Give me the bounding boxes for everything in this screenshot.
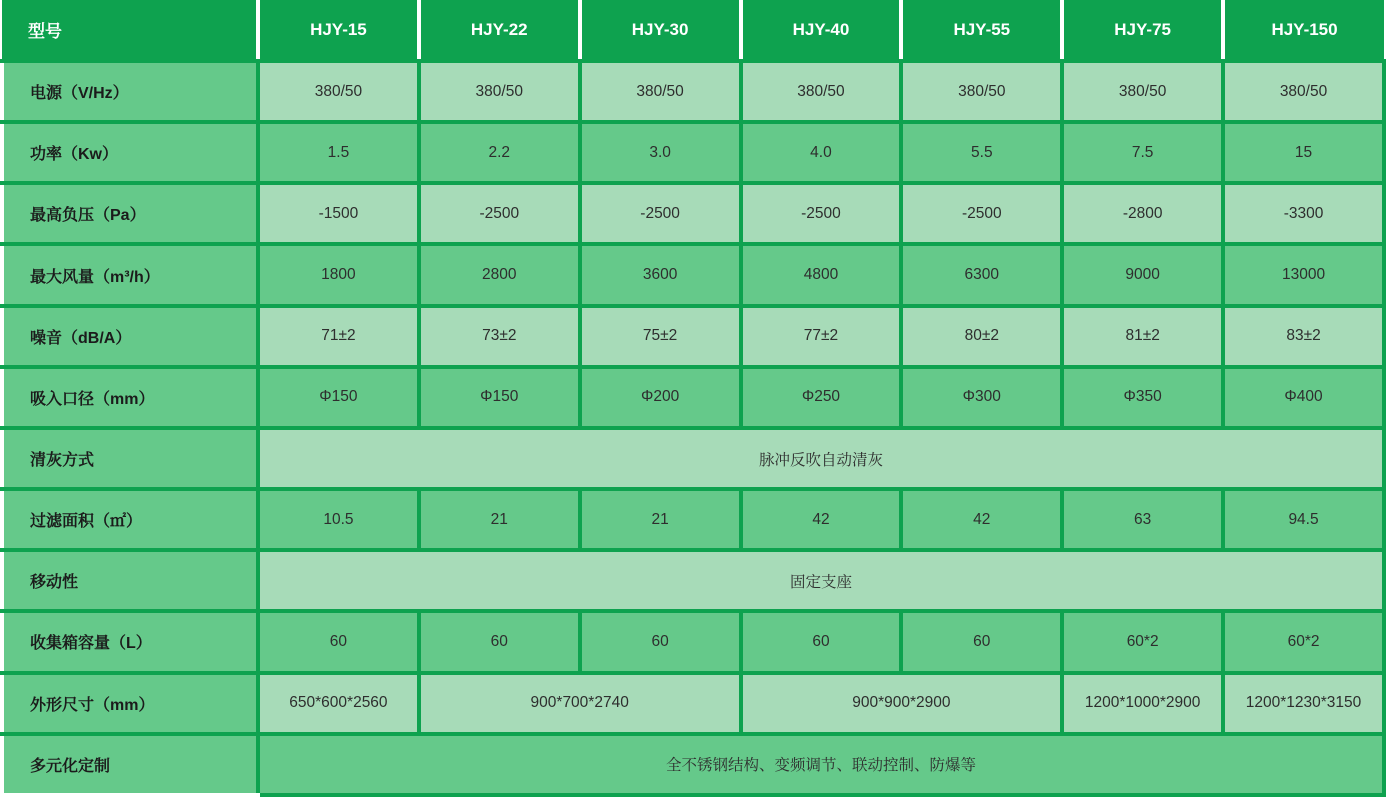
- data-cell-merged: 脉冲反吹自动清灰: [258, 428, 1384, 489]
- header-cell-model: HJY-22: [419, 0, 580, 61]
- data-cell: 380/50: [1062, 61, 1223, 122]
- data-cell: 1.5: [258, 122, 419, 183]
- data-cell: 21: [419, 489, 580, 550]
- data-cell: 42: [741, 489, 902, 550]
- table-header: [2, 0, 1384, 61]
- data-cell: 1800: [258, 244, 419, 305]
- row-max-vacuum: [2, 183, 1384, 244]
- data-cell: 77±2: [741, 306, 902, 367]
- data-cell: 3600: [580, 244, 741, 305]
- data-cell: 60*2: [1062, 611, 1223, 672]
- row-label: 噪音（dB/A）: [2, 306, 258, 367]
- data-cell: -3300: [1223, 183, 1384, 244]
- data-cell: 380/50: [741, 61, 902, 122]
- data-cell: 1200*1230*3150: [1223, 673, 1384, 734]
- header-cell-model: HJY-55: [901, 0, 1062, 61]
- row-label: 收集箱容量（L）: [2, 611, 258, 672]
- data-cell: 80±2: [901, 306, 1062, 367]
- data-cell: 650*600*2560: [258, 673, 419, 734]
- data-cell: 60: [258, 611, 419, 672]
- data-cell: Φ350: [1062, 367, 1223, 428]
- row-label: 吸入口径（mm）: [2, 367, 258, 428]
- data-cell: -2500: [419, 183, 580, 244]
- data-cell: Φ300: [901, 367, 1062, 428]
- row-label: 过滤面积（㎡）: [2, 489, 258, 550]
- header-cell-model: HJY-40: [741, 0, 902, 61]
- row-dimensions: [2, 673, 1384, 734]
- row-label: 多元化定制: [2, 734, 258, 795]
- data-cell: 4.0: [741, 122, 902, 183]
- data-cell: 7.5: [1062, 122, 1223, 183]
- row-label: 外形尺寸（mm）: [2, 673, 258, 734]
- data-cell: 3.0: [580, 122, 741, 183]
- header-row: [2, 0, 1384, 61]
- data-cell-merged: 900*700*2740: [419, 673, 741, 734]
- row-label: 移动性: [2, 550, 258, 611]
- data-cell: Φ200: [580, 367, 741, 428]
- data-cell: 2.2: [419, 122, 580, 183]
- data-cell: 6300: [901, 244, 1062, 305]
- row-filter-area: [2, 489, 1384, 550]
- data-cell: 60: [580, 611, 741, 672]
- row-label: 最高负压（Pa）: [2, 183, 258, 244]
- data-cell-merged: 900*900*2900: [741, 673, 1063, 734]
- row-max-airflow: [2, 244, 1384, 305]
- data-cell: 9000: [1062, 244, 1223, 305]
- table-body: [2, 61, 1384, 795]
- data-cell: 2800: [419, 244, 580, 305]
- data-cell: Φ150: [419, 367, 580, 428]
- header-cell-model-label: 型号: [2, 0, 258, 61]
- data-cell: 73±2: [419, 306, 580, 367]
- data-cell: 380/50: [580, 61, 741, 122]
- data-cell: 5.5: [901, 122, 1062, 183]
- row-power: [2, 122, 1384, 183]
- header-cell-model: HJY-30: [580, 0, 741, 61]
- data-cell: 380/50: [1223, 61, 1384, 122]
- data-cell: Φ250: [741, 367, 902, 428]
- data-cell: 380/50: [419, 61, 580, 122]
- data-cell: 380/50: [258, 61, 419, 122]
- data-cell: 21: [580, 489, 741, 550]
- data-cell: 83±2: [1223, 306, 1384, 367]
- header-cell-model: HJY-75: [1062, 0, 1223, 61]
- data-cell: 60: [419, 611, 580, 672]
- row-collection-bin: [2, 611, 1384, 672]
- row-label: 清灰方式: [2, 428, 258, 489]
- data-cell: -2800: [1062, 183, 1223, 244]
- row-mobility: [2, 550, 1384, 611]
- row-inlet-diameter: [2, 367, 1384, 428]
- data-cell: 60*2: [1223, 611, 1384, 672]
- data-cell: 42: [901, 489, 1062, 550]
- header-cell-model: HJY-15: [258, 0, 419, 61]
- data-cell: -2500: [741, 183, 902, 244]
- data-cell: 63: [1062, 489, 1223, 550]
- data-cell: 81±2: [1062, 306, 1223, 367]
- data-cell: 60: [741, 611, 902, 672]
- data-cell: 1200*1000*2900: [1062, 673, 1223, 734]
- data-cell: 10.5: [258, 489, 419, 550]
- row-label: 功率（Kw）: [2, 122, 258, 183]
- data-cell: 75±2: [580, 306, 741, 367]
- row-label: 电源（V/Hz）: [2, 61, 258, 122]
- data-cell-merged: 固定支座: [258, 550, 1384, 611]
- data-cell: Φ150: [258, 367, 419, 428]
- data-cell: Φ400: [1223, 367, 1384, 428]
- data-cell: -1500: [258, 183, 419, 244]
- header-cell-model: HJY-150: [1223, 0, 1384, 61]
- data-cell: 380/50: [901, 61, 1062, 122]
- data-cell: 94.5: [1223, 489, 1384, 550]
- row-label: 最大风量（m³/h）: [2, 244, 258, 305]
- data-cell: -2500: [580, 183, 741, 244]
- row-power-supply: [2, 61, 1384, 122]
- row-customization: [2, 734, 1384, 795]
- row-noise: [2, 306, 1384, 367]
- data-cell: 13000: [1223, 244, 1384, 305]
- data-cell: 71±2: [258, 306, 419, 367]
- data-cell: 4800: [741, 244, 902, 305]
- data-cell: -2500: [901, 183, 1062, 244]
- data-cell: 15: [1223, 122, 1384, 183]
- row-cleaning-method: [2, 428, 1384, 489]
- data-cell: 60: [901, 611, 1062, 672]
- data-cell-merged: 全不锈钢结构、变频调节、联动控制、防爆等: [258, 734, 1384, 795]
